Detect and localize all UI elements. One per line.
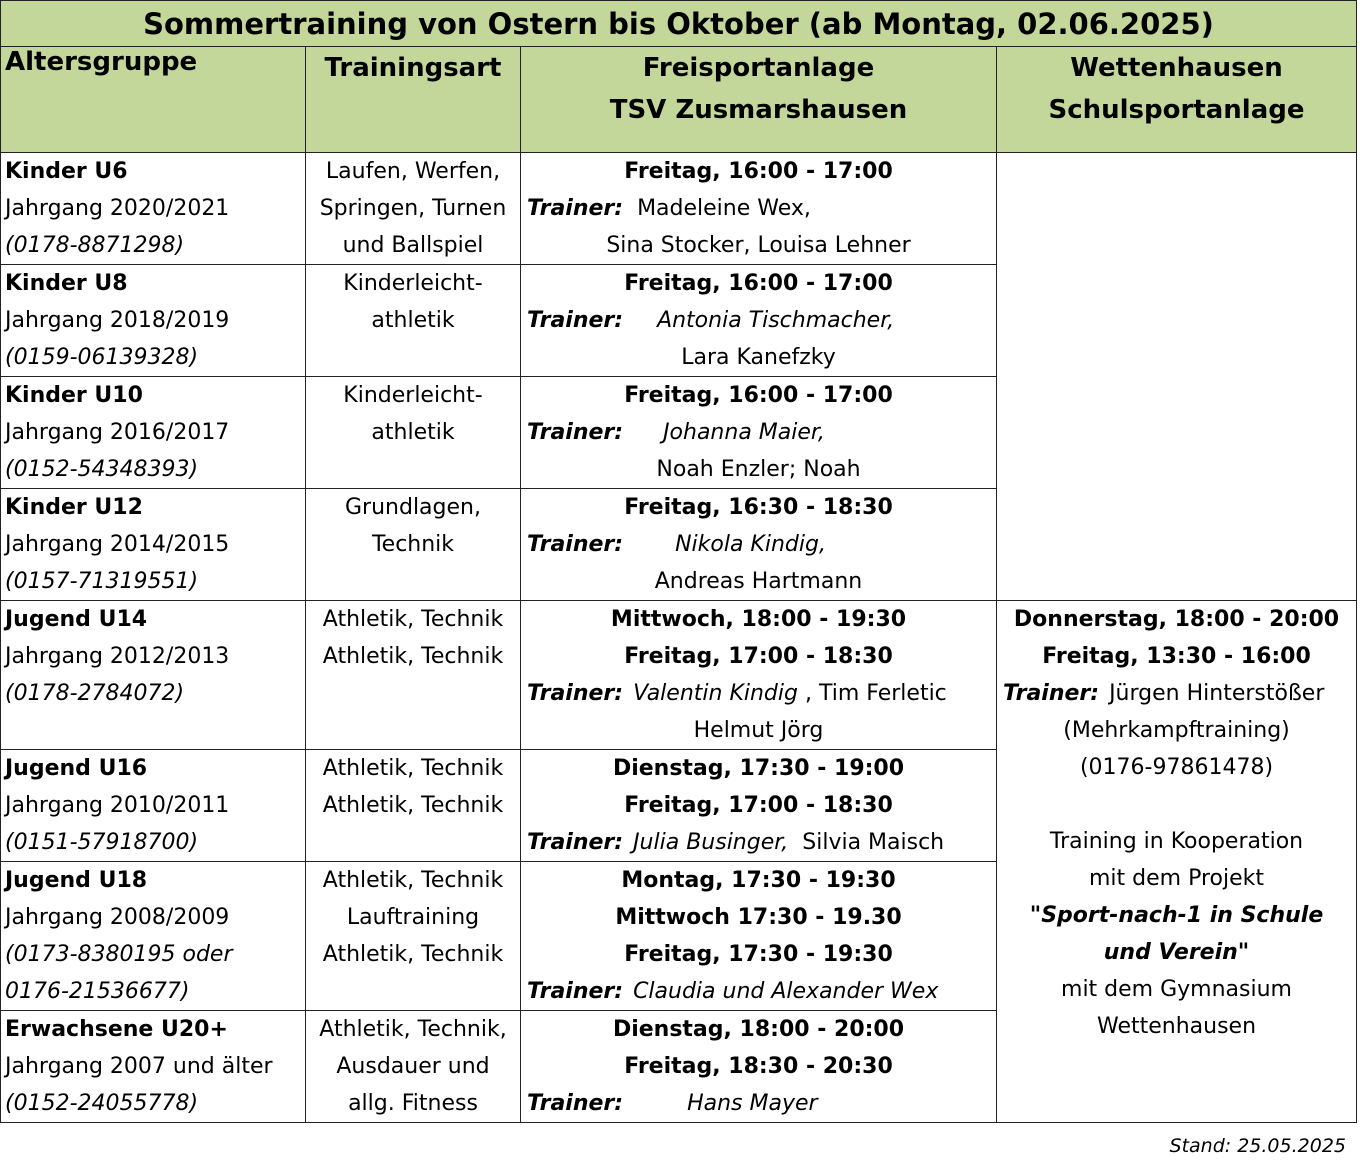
table-title: Sommertraining von Ostern bis Oktober (ab Montag, 02.06.2025) xyxy=(1,1,1357,47)
group-year: Jahrgang 2012/2013 xyxy=(5,644,230,669)
time-slot: Montag, 17:30 - 19:30 xyxy=(621,868,896,893)
type-cell xyxy=(306,601,521,750)
time-slot: Freitag, 16:00 - 17:00 xyxy=(624,271,893,296)
group-phone: (0173-8380195 oder xyxy=(5,942,233,967)
school-text: Wettenhausen xyxy=(1096,1014,1257,1039)
group-phone: (0178-8871298) xyxy=(5,233,185,258)
type-line: Kinderleicht- xyxy=(343,271,483,296)
trainer-name: Hans Mayer xyxy=(687,1091,818,1116)
type-line: Athletik, Technik xyxy=(322,868,504,893)
trainer-label: Trainer: xyxy=(527,681,624,706)
trainer-name: Sina Stocker, Louisa Lehner xyxy=(606,233,911,258)
trainer-line xyxy=(521,824,996,861)
time-slot: Freitag, 16:00 - 17:00 xyxy=(624,159,893,184)
trainer-line xyxy=(521,675,996,712)
trainer-name: Julia Businger, xyxy=(633,830,789,855)
header-venue2-line1: Wettenhausen xyxy=(1070,53,1283,83)
type-line: Athletik, Technik xyxy=(322,756,504,781)
group-year: Jahrgang 2014/2015 xyxy=(5,532,230,557)
type-line: Athletik, Technik xyxy=(322,607,504,632)
group-year: Jahrgang 2008/2009 xyxy=(5,905,230,930)
freisport-cell xyxy=(521,862,997,1011)
time-slot: Dienstag, 18:00 - 20:00 xyxy=(612,1017,905,1042)
time-slot: Freitag, 16:30 - 18:30 xyxy=(624,495,893,520)
trainer-name: Jürgen Hinterstößer xyxy=(1109,681,1325,706)
header-altersgruppe: Altersgruppe xyxy=(1,47,306,153)
type-line: Laufen, Werfen, xyxy=(325,159,501,184)
trainer-name: Johanna Maier, xyxy=(663,420,825,445)
freisport-cell xyxy=(521,153,997,265)
trainer-label: Trainer: xyxy=(527,1091,624,1116)
group-phone: (0152-24055778) xyxy=(5,1091,199,1116)
trainer-line xyxy=(521,414,996,451)
group-cell xyxy=(1,153,306,265)
time-slot: Mittwoch 17:30 - 19.30 xyxy=(615,905,902,930)
group-phone: (0159-06139328) xyxy=(5,345,199,370)
project-name: "Sport-nach-1 in Schule xyxy=(1029,903,1324,928)
group-year: Jahrgang 2018/2019 xyxy=(5,308,230,333)
trainer-label: Trainer: xyxy=(527,979,624,1004)
trainer-line xyxy=(521,973,996,1010)
type-line: athletik xyxy=(371,308,455,333)
trainer-name: Nikola Kindig, xyxy=(675,532,826,557)
wettenhausen-empty-cell xyxy=(997,153,1357,601)
type-line: Kinderleicht- xyxy=(343,383,483,408)
freisport-cell xyxy=(521,1011,997,1123)
type-line: Athletik, Technik xyxy=(322,644,504,669)
group-name: Erwachsene U20+ xyxy=(5,1017,228,1042)
trainer-name: Helmut Jörg xyxy=(693,718,824,743)
freisport-cell xyxy=(521,377,997,489)
trainer-label: Trainer: xyxy=(527,308,624,333)
group-phone: 0176-21536677) xyxy=(5,979,190,1004)
wettenhausen-note: (Mehrkampftraining) xyxy=(1063,718,1290,743)
header-venue2-line2: Schulsportanlage xyxy=(1048,95,1305,125)
type-line: allg. Fitness xyxy=(348,1091,478,1116)
group-year: Jahrgang 2016/2017 xyxy=(5,420,230,445)
wettenhausen-phone: (0176-97861478) xyxy=(1079,755,1274,780)
group-name: Jugend U16 xyxy=(5,756,148,781)
trainer-name: Silvia Maisch xyxy=(788,830,945,855)
time-slot: Freitag, 17:30 - 19:30 xyxy=(624,942,893,967)
group-year: Jahrgang 2007 und älter xyxy=(5,1054,273,1079)
header-freisportanlage xyxy=(521,47,997,153)
type-line: Grundlagen, xyxy=(345,495,481,520)
stand-date: Stand: 25.05.2025 xyxy=(1169,1135,1346,1157)
header-venue1-line1: Freisportanlage xyxy=(642,53,875,83)
type-line: athletik xyxy=(371,420,455,445)
trainer-label: Trainer: xyxy=(1003,681,1100,706)
project-name: und Verein" xyxy=(1103,940,1250,965)
trainer-label: Trainer: xyxy=(527,420,624,445)
cooperation-text: mit dem Projekt xyxy=(1089,866,1265,891)
table-row xyxy=(1,153,1357,265)
trainer-name: Andreas Hartmann xyxy=(654,569,863,594)
group-cell xyxy=(1,601,306,750)
trainer-line xyxy=(521,1085,996,1122)
trainer-line xyxy=(521,526,996,563)
group-name: Jugend U14 xyxy=(5,607,148,632)
type-line: Lauftraining xyxy=(346,905,480,930)
type-cell xyxy=(306,862,521,1011)
group-year: Jahrgang 2020/2021 xyxy=(5,196,230,221)
group-cell xyxy=(1,862,306,1011)
trainer-label: Trainer: xyxy=(527,532,624,557)
freisport-cell xyxy=(521,601,997,750)
trainer-name: Noah Enzler; Noah xyxy=(656,457,861,482)
type-line: Springen, Turnen xyxy=(319,196,507,221)
school-text: mit dem Gymnasium xyxy=(1061,977,1292,1002)
trainer-label: Trainer: xyxy=(527,830,624,855)
time-slot: Freitag, 16:00 - 17:00 xyxy=(624,383,893,408)
type-cell xyxy=(306,1011,521,1123)
type-cell xyxy=(306,377,521,489)
group-cell xyxy=(1,489,306,601)
type-cell xyxy=(306,153,521,265)
trainer-line xyxy=(521,302,996,339)
trainer-name: Claudia und Alexander Wex xyxy=(633,979,939,1004)
group-cell xyxy=(1,750,306,862)
freisport-cell xyxy=(521,750,997,862)
group-name: Kinder U12 xyxy=(5,495,143,520)
group-phone: (0178-2784072) xyxy=(5,681,185,706)
trainer-name: Antonia Tischmacher, xyxy=(657,308,895,333)
freisport-cell xyxy=(521,489,997,601)
header-trainingsart: Trainingsart xyxy=(306,47,521,153)
group-name: Kinder U8 xyxy=(5,271,128,296)
type-line: Athletik, Technik xyxy=(322,793,504,818)
type-line: Technik xyxy=(371,532,455,557)
group-name: Kinder U10 xyxy=(5,383,143,408)
time-slot: Freitag, 17:00 - 18:30 xyxy=(624,644,893,669)
freisport-cell xyxy=(521,265,997,377)
group-cell xyxy=(1,377,306,489)
type-cell xyxy=(306,750,521,862)
group-phone: (0151-57918700) xyxy=(5,830,199,855)
group-cell xyxy=(1,1011,306,1123)
time-slot: Mittwoch, 18:00 - 19:30 xyxy=(610,607,907,632)
trainer-name: Valentin Kindig xyxy=(633,681,798,706)
wettenhausen-cell xyxy=(997,601,1357,1123)
time-slot: Freitag, 18:30 - 20:30 xyxy=(624,1054,893,1079)
wettenhausen-time-slot: Donnerstag, 18:00 - 20:00 xyxy=(1013,607,1340,632)
group-name: Jugend U18 xyxy=(5,868,148,893)
trainer-name: Lara Kanefzky xyxy=(681,345,836,370)
group-phone: (0152-54348393) xyxy=(5,457,199,482)
group-name: Kinder U6 xyxy=(5,159,128,184)
cooperation-text: Training in Kooperation xyxy=(1049,829,1304,854)
type-line: Ausdauer und xyxy=(336,1054,490,1079)
type-line: und Ballspiel xyxy=(342,233,484,258)
time-slot: Freitag, 17:00 - 18:30 xyxy=(624,793,893,818)
trainer-name: , Tim Ferletic xyxy=(797,681,947,706)
table-row xyxy=(1,601,1357,750)
group-cell xyxy=(1,265,306,377)
wettenhausen-time-slot: Freitag, 13:30 - 16:00 xyxy=(1042,644,1311,669)
header-wettenhausen xyxy=(997,47,1357,153)
group-year: Jahrgang 2010/2011 xyxy=(5,793,230,818)
trainer-line xyxy=(521,190,996,227)
time-slot: Dienstag, 17:30 - 19:00 xyxy=(612,756,905,781)
header-venue1-line2: TSV Zusmarshausen xyxy=(609,95,908,125)
group-phone: (0157-71319551) xyxy=(5,569,199,594)
type-line: Athletik, Technik, xyxy=(319,1017,507,1042)
trainer-name: Madeleine Wex, xyxy=(637,196,811,221)
trainer-label: Trainer: xyxy=(527,196,624,221)
spacer xyxy=(997,786,1356,823)
type-cell xyxy=(306,489,521,601)
type-line: Athletik, Technik xyxy=(322,942,504,967)
type-cell xyxy=(306,265,521,377)
wettenhausen-trainer-line xyxy=(997,675,1356,712)
